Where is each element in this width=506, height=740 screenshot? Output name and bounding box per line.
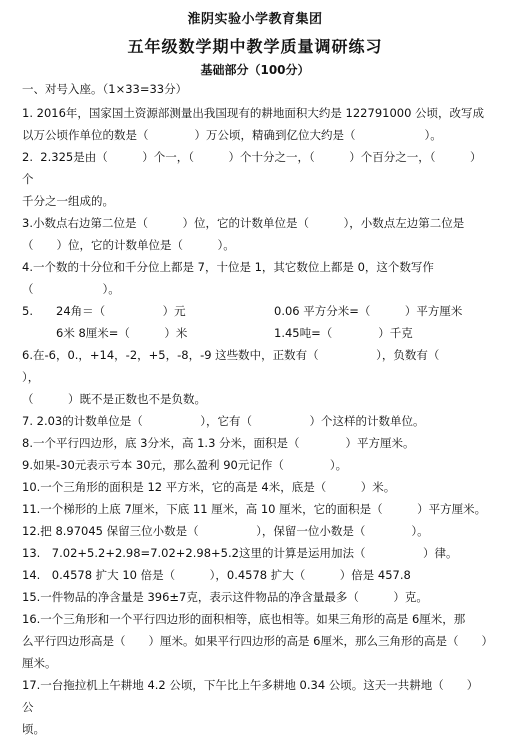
question-line: 15.一件物品的净含量是 396±7克，表示这件物品的净含量最多（ ）克。 [22,590,428,604]
question-cell: 0.06 平方分米=（ ）平方厘米 [274,304,463,318]
question-line: 2. 2.325是由（ ）个一，（ ）个十分之一，（ ）个百分之一，（ ）个 [22,150,482,186]
question-line: 1. 2016年，国家国土资源部测量出我国现有的耕地面积大约是 122791000 公顷，改写成 [22,106,485,120]
school-name: 淮阴实验小学教育集团 [187,12,323,27]
exam-title: 五年级数学期中教学质量调研练习 [127,37,383,56]
question-line: 17.一台拖拉机上午耕地 4.2 公顷，下午比上午多耕地 0.34 公顷。这天一共耕地（ ）公 [22,678,479,714]
question-line: 14. 0.4578 扩大 10 倍是（ ），0.4578 扩大（ ）倍是 457.8 [22,568,411,582]
question-cell: 24角＝（ ）元 [56,304,186,318]
question-line: 9.如果-30元表示亏本 30元，那么盈利 90元记作（ ）。 [22,458,348,472]
question-row [22,300,488,322]
question-line: 以万公顷作单位的数是（ ）万公顷，精确到亿位大约是（ ）。 [22,128,442,142]
section-heading: 一、对号入座。（1×33=33分） [22,82,188,96]
question-line: 12.把 8.97045 保留三位小数是（ ），保留一位小数是（ ）。 [22,524,429,538]
question-line: 千分之一组成的。 [22,194,114,208]
question-line: 7. 2.03的计数单位是（ ），它有（ ）个这样的计数单位。 [22,414,425,428]
question-line: 10.一个三角形的面积是 12 平方米，它的高是 4米，底是（ ）米。 [22,480,396,494]
question-row [22,322,488,344]
question-line: 厘米。 [22,656,57,670]
question-line: 6.在-6，0.，+14，-2，+5，-8，-9 这些数中，正数有（ ），负数有（ ）， [22,348,486,384]
question-cell: 6米 8厘米=（ ）米 [56,326,188,340]
question-line: 8.一个平行四边形，底 3分米，高 1.3 分米，面积是（ ）平方厘米。 [22,436,415,450]
question-line: 16.一个三角形和一个平行四边形的面积相等，底也相等。如果三角形的高是 6厘米，那 [22,612,466,626]
question-line: 13. 7.02+5.2+2.98=7.02+2.98+5.2这里的计算是运用加法（ ）律。 [22,546,458,560]
question-cell [22,322,56,344]
question-line: （ ）。 [22,282,120,296]
question-cell: 5. [22,304,33,318]
question-line: （ ）既不是正数也不是负数。 [22,392,206,406]
exam-subtitle: 基础部分（100分） [200,63,310,77]
question-line: 3.小数点右边第二位是（ ）位，它的计数单位是（ ），小数点左边第二位是 [22,216,465,230]
question-line: 顷。 [22,722,45,736]
question-line: 4.一个数的十分位和千分位上都是 7，十位是 1，其它数位上都是 0，这个数写作 [22,260,434,274]
question-line: 么平行四边形高是（ ）厘米。如果平行四边形的高是 6厘米，那么三角形的高是（ ） [22,634,493,648]
question-cell: 1.45吨=（ ）千克 [274,326,413,340]
question-list [22,102,493,740]
question-line: （ ）位，它的计数单位是（ ）。 [22,238,235,252]
question-line: 11.一个梯形的上底 7厘米，下底 11 厘米，高 10 厘米，它的面积是（ ）平方厘米。 [22,502,487,516]
